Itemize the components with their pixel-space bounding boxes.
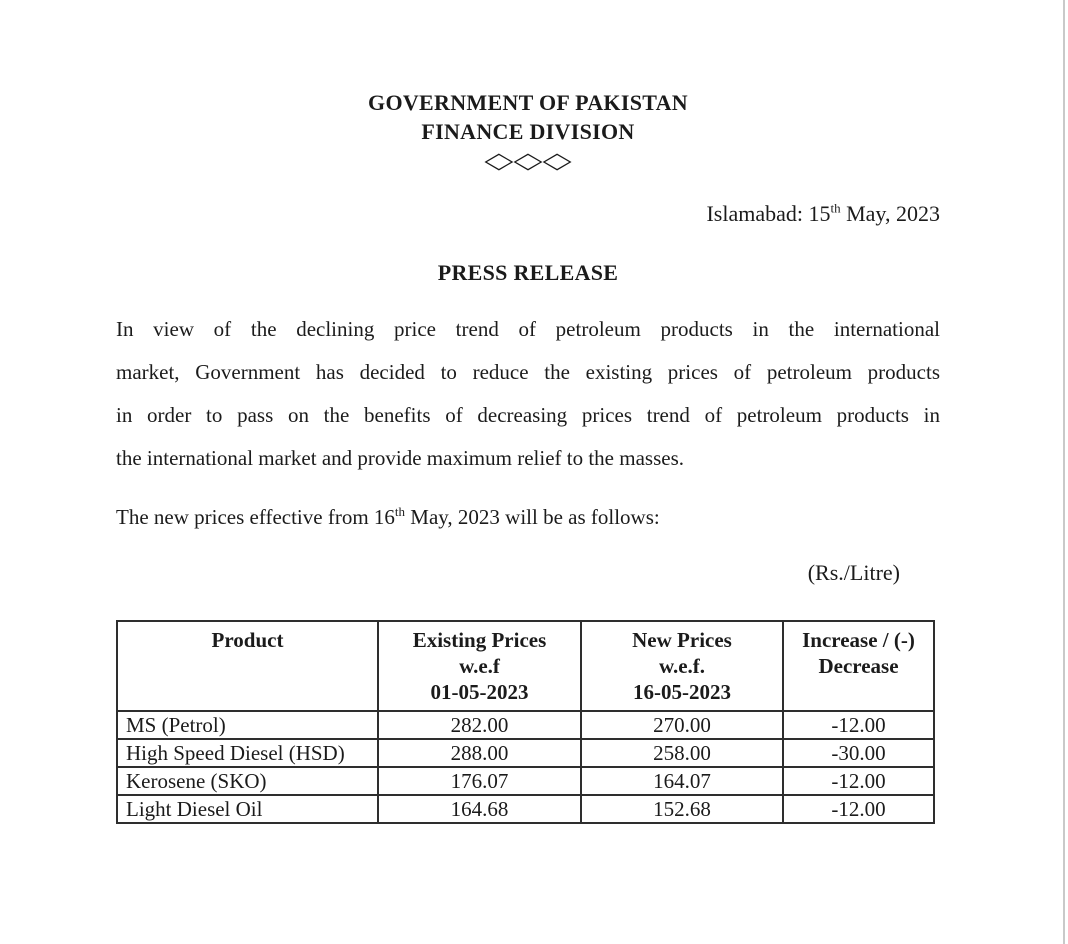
header-change-line1: Increase / (-) (802, 628, 915, 652)
header-existing-line3: 01-05-2023 (430, 680, 529, 704)
dateline-prefix: Islamabad: 15 (706, 201, 831, 226)
product-name: MS (Petrol) (117, 711, 378, 739)
paragraph-line: the international market and provide maximum relief to the masses. (116, 446, 684, 470)
price-change: -12.00 (783, 795, 934, 823)
paragraph-line: market, Government has decided to reduce the existing prices of petroleum products (116, 360, 940, 384)
price-change: -12.00 (783, 711, 934, 739)
paragraph2-suffix: May, 2023 will be as follows: (405, 505, 660, 529)
header-new-line3: 16-05-2023 (633, 680, 731, 704)
diamond-ornament-icon (116, 152, 940, 177)
table-row (117, 795, 934, 823)
table-row (117, 767, 934, 795)
scan-edge-line (1063, 0, 1065, 944)
header-product-label: Product (211, 628, 284, 652)
header-change-line2: Decrease (818, 654, 899, 678)
header-new-line2: w.e.f. (658, 654, 706, 678)
dateline (116, 201, 940, 227)
existing-price: 164.68 (378, 795, 581, 823)
body-paragraph-1 (116, 308, 940, 480)
paragraph-line: in order to pass on the benefits of decreasing prices trend of petroleum products in (116, 403, 940, 427)
new-price: 152.68 (581, 795, 783, 823)
price-change: -12.00 (783, 767, 934, 795)
paragraph-line: In view of the declining price trend of petroleum products in the international (116, 317, 940, 341)
header-new-line1: New Prices (632, 628, 732, 652)
product-name: High Speed Diesel (HSD) (117, 739, 378, 767)
product-name: Kerosene (SKO) (117, 767, 378, 795)
press-release-title: PRESS RELEASE (437, 260, 619, 285)
existing-price: 176.07 (378, 767, 581, 795)
paragraph2-ordinal-superscript: th (394, 504, 406, 519)
header-increase-decrease (783, 621, 934, 711)
header-existing-line1: Existing Prices (412, 628, 547, 652)
new-price: 270.00 (581, 711, 783, 739)
price-change: -30.00 (783, 739, 934, 767)
header-product (117, 621, 378, 711)
existing-price: 288.00 (378, 739, 581, 767)
body-paragraph-2 (116, 496, 940, 539)
table-row (117, 739, 934, 767)
new-price: 164.07 (581, 767, 783, 795)
org-name-line2: FINANCE DIVISION (421, 119, 635, 144)
dateline-suffix: May, 2023 (840, 201, 940, 226)
header-existing-line2: w.e.f (459, 654, 500, 678)
existing-price: 282.00 (378, 711, 581, 739)
paragraph2-prefix: The new prices effective from 16 (116, 505, 395, 529)
product-name: Light Diesel Oil (117, 795, 378, 823)
header-existing-prices (378, 621, 581, 711)
table-header-row (117, 621, 934, 711)
price-table (116, 620, 935, 824)
dateline-ordinal-superscript: th (830, 200, 841, 216)
org-name-line1: GOVERNMENT OF PAKISTAN (368, 90, 688, 115)
letterhead (116, 88, 940, 177)
new-price: 258.00 (581, 739, 783, 767)
header-new-prices (581, 621, 783, 711)
unit-label: (Rs./Litre) (807, 560, 900, 585)
table-row (117, 711, 934, 739)
